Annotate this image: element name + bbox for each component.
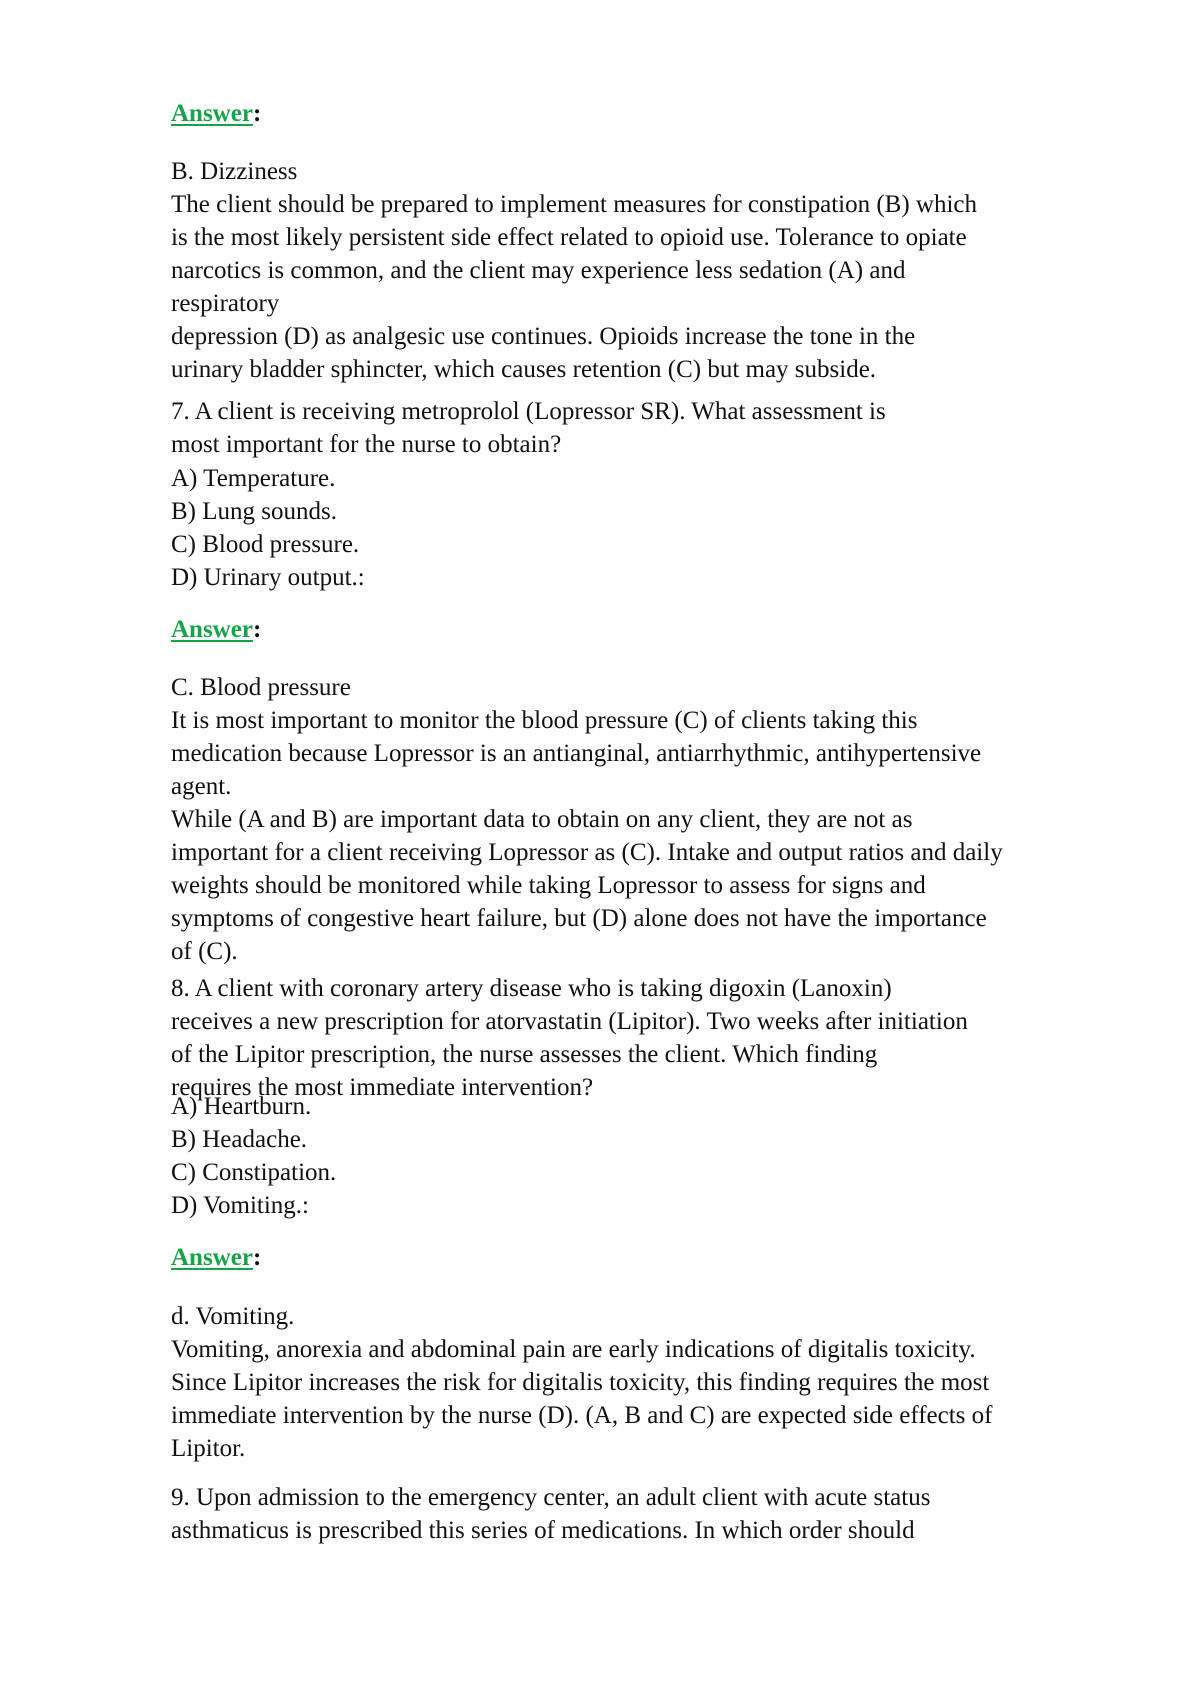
answer-heading-q7 xyxy=(171,613,261,646)
question-7 xyxy=(171,395,1131,461)
q7-explanation-line: symptoms of congestive heart failure, but (D) alone does not have the importance xyxy=(171,905,987,932)
question-9-text-line: 9. Upon admission to the emergency center, an adult client with acute status xyxy=(171,1484,931,1511)
question-9-text-line: asthmaticus is prescribed this series of medications. In which order should xyxy=(171,1517,915,1544)
question-7-options xyxy=(171,462,1131,594)
q6-explanation-line: is the most likely persistent side effect related to opioid use. Tolerance to opiate xyxy=(171,224,967,251)
question-7-option-c: C) Blood pressure. xyxy=(171,531,360,558)
q6-explanation-line: depression (D) as analgesic use continues. Opioids increase the tone in the xyxy=(171,323,916,350)
q6-explanation-line: respiratory xyxy=(171,290,280,317)
question-8-text-line: 8. A client with coronary artery disease who is taking digoxin (Lanoxin) xyxy=(171,975,892,1002)
q6-explanation-line: urinary bladder sphincter, which causes retention (C) but may subside. xyxy=(171,356,877,383)
q6-answer-block xyxy=(171,155,1131,386)
question-8-text-line: receives a new prescription for atorvastatin (Lipitor). Two weeks after initiation xyxy=(171,1008,968,1035)
q7-explanation-line: weights should be monitored while taking Lopressor to assess for signs and xyxy=(171,872,926,899)
question-7-option-a: A) Temperature. xyxy=(171,465,336,492)
q7-explanation-line: important for a client receiving Lopressor as (C). Intake and output ratios and daily xyxy=(171,839,1003,866)
q6-explanation-line: narcotics is common, and the client may experience less sedation (A) and xyxy=(171,257,906,284)
question-8-text-line: of the Lipitor prescription, the nurse assesses the client. Which finding xyxy=(171,1041,878,1068)
question-7-text-line: 7. A client is receiving metroprolol (Lopressor SR). What assessment is xyxy=(171,398,886,425)
question-8-option-d: D) Vomiting.: xyxy=(171,1192,309,1219)
q8-explanation-line: Vomiting, anorexia and abdominal pain are early indications of digitalis toxicity. xyxy=(171,1336,976,1363)
answer-heading-colon: : xyxy=(252,616,262,643)
q7-explanation-line: agent. xyxy=(171,773,232,800)
q8-answer-choice: d. Vomiting. xyxy=(171,1303,295,1330)
q6-explanation-line: The client should be prepared to implement measures for constipation (B) which xyxy=(171,191,978,218)
q8-answer-block xyxy=(171,1300,1131,1465)
question-8-text-line: requires the most immediate intervention? xyxy=(171,1074,594,1101)
question-8-option-b: B) Headache. xyxy=(171,1126,308,1153)
answer-heading-word: Answer xyxy=(171,1244,253,1271)
answer-heading-q6 xyxy=(171,97,261,130)
question-9 xyxy=(171,1481,1131,1547)
answer-heading-colon: : xyxy=(252,100,262,127)
q7-answer-choice: C. Blood pressure xyxy=(171,674,351,701)
q8-explanation-line: Lipitor. xyxy=(171,1435,246,1462)
q8-explanation-line: immediate intervention by the nurse (D). (A, B and C) are expected side effects of xyxy=(171,1402,993,1429)
q8-explanation-line: Since Lipitor increases the risk for digitalis toxicity, this finding requires the most xyxy=(171,1369,990,1396)
answer-heading-colon: : xyxy=(252,1244,262,1271)
answer-heading-word: Answer xyxy=(171,100,253,127)
question-8 xyxy=(171,972,1131,1104)
question-8-option-a: A) Heartburn. xyxy=(171,1093,312,1120)
q6-answer-choice: B. Dizziness xyxy=(171,158,298,185)
question-8-option-c: C) Constipation. xyxy=(171,1159,337,1186)
answer-heading-word: Answer xyxy=(171,616,253,643)
q7-explanation-line: medication because Lopressor is an antianginal, antiarrhythmic, antihypertensive xyxy=(171,740,982,767)
q7-explanation-line: It is most important to monitor the blood pressure (C) of clients taking this xyxy=(171,707,918,734)
q7-explanation-line: of (C). xyxy=(171,938,238,965)
question-7-text-line: most important for the nurse to obtain? xyxy=(171,431,562,458)
question-8-options xyxy=(171,1090,1131,1222)
answer-heading-q8 xyxy=(171,1241,261,1274)
q7-answer-block xyxy=(171,671,1131,968)
question-7-option-d: D) Urinary output.: xyxy=(171,564,365,591)
q7-explanation-line: While (A and B) are important data to obtain on any client, they are not as xyxy=(171,806,913,833)
question-7-option-b: B) Lung sounds. xyxy=(171,498,337,525)
